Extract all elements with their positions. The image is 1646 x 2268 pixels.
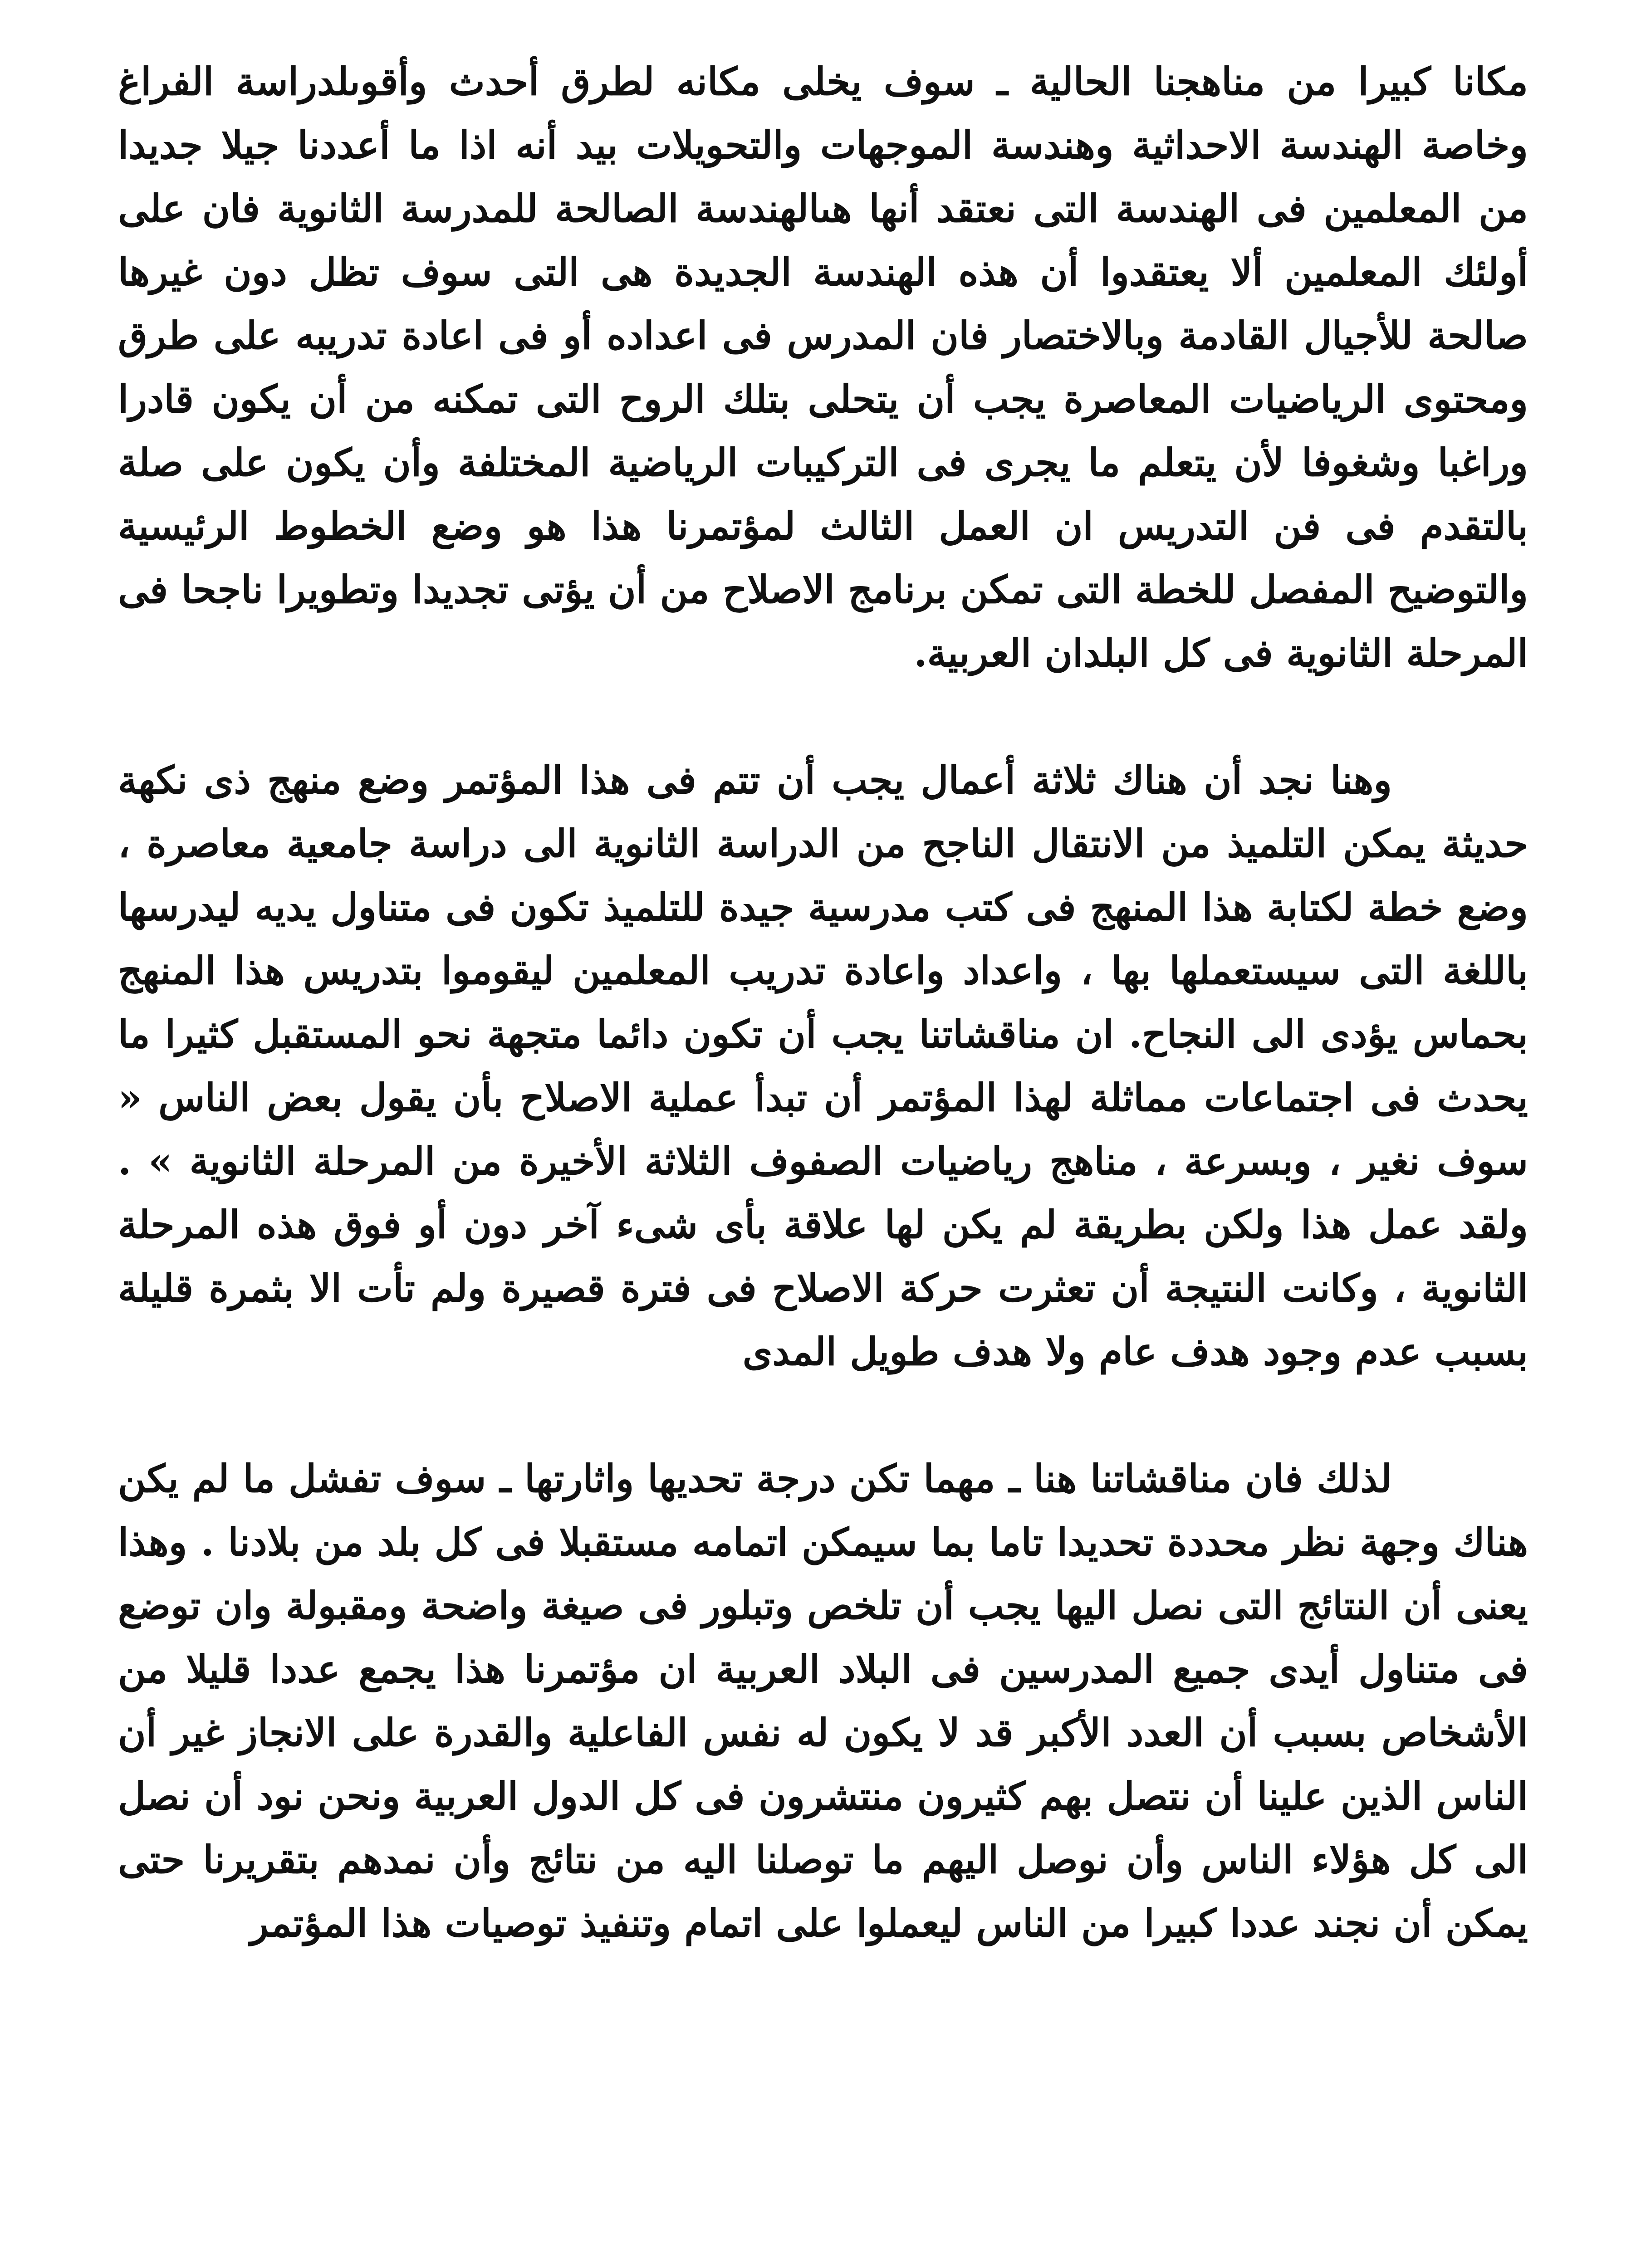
paragraph-3 [118, 1447, 1528, 1955]
paragraph-3-text: لذلك فان مناقشاتنا هنا ـ مهما تكن درجة تحديها واثارتها ـ سوف تفشل ما لم يكن هناك وجهة نظر محددة تحديدا تاما بما سيمكن اتمامه مستقبلا فى كل بلد من بلادنا . وهذا يعنى أن النتائج التى نصل اليها يجب أن تلخص وتبلور فى صيغة واضحة ومقبولة وان توضع فى متناول أيدى جميع المدرسين فى البلاد العربية ان مؤتمرنا هذا يجمع عددا قليلا من الأشخاص بسبب أن العدد الأكبر قد لا يكون له نفس الفاعلية والقدرة على الانجاز غير أن الناس الذين علينا أن نتصل بهم كثيرون منتشرون فى كل الدول العربية ونحن نود أن نصل الى كل هؤلاء الناس وأن نوصل اليهم ما توصلنا اليه من نتائج وأن نمدهم بتقريرنا حتى يمكن أن نجند عددا كبيرا من الناس ليعملوا على اتمام وتنفيذ توصيات هذا المؤتمر [118, 1456, 1528, 1945]
paragraph-2-text: وهنا نجد أن هناك ثلاثة أعمال يجب أن تتم فى هذا المؤتمر وضع منهج ذى نكهة حديثة يمكن التلميذ من الانتقال الناجح من الدراسة الثانوية الى دراسة جامعية معاصرة ، وضع خطة لكتابة هذا المنهج فى كتب مدرسية جيدة للتلميذ تكون فى متناول يديه ليدرسها باللغة التى سيستعملها بها ، واعداد واعادة تدريب المعلمين ليقوموا بتدريس هذا المنهج بحماس يؤدى الى النجاح. ان مناقشاتنا يجب أن تكون دائما متجهة نحو المستقبل كثيرا ما يحدث فى اجتماعات مماثلة لهذا المؤتمر أن تبدأ عملية الاصلاح بأن يقول بعض الناس « سوف نغير ، وبسرعة ، مناهج رياضيات الصفوف الثلاثة الأخيرة من المرحلة الثانوية » . ولقد عمل هذا ولكن بطريقة لم يكن لها علاقة بأى شىء آخر دون أو فوق هذه المرحلة الثانوية ، وكانت النتيجة أن تعثرت حركة الاصلاح فى فترة قصيرة ولم تأت الا بثمرة قليلة بسبب عدم وجود هدف عام ولا هدف طويل المدى [118, 758, 1528, 1374]
paragraph-1-text: مكانا كبيرا من مناهجنا الحالية ـ سوف يخلى مكانه لطرق أحدث وأقوىلدراسة الفراغ وخاصة الهندسة الاحداثية وهندسة الموجهات والتحويلات بيد أنه اذا ما أعددنا جيلا جديدا من المعلمين فى الهندسة التى نعتقد أنها هىالهندسة الصالحة للمدرسة الثانوية فان على أولئك المعلمين ألا يعتقدوا أن هذه الهندسة الجديدة هى التى سوف تظل دون غيرها صالحة للأجيال القادمة وبالاختصار فان المدرس فى اعداده أو فى اعادة تدريبه على طرق ومحتوى الرياضيات المعاصرة يجب أن يتحلى بتلك الروح التى تمكنه من أن يكون قادرا وراغبا وشغوفا لأن يتعلم ما يجرى فى التركيبات الرياضية المختلفة وأن يكون على صلة بالتقدم فى فن التدريس ان العمل الثالث لمؤتمرنا هذا هو وضع الخطوط الرئيسية والتوضيح المفصل للخطة التى تمكن برنامج الاصلاح من أن يؤتى تجديدا وتطويرا ناجحا فى المرحلة الثانوية فى كل البلدان العربية. [118, 59, 1528, 675]
paragraph-1 [118, 50, 1528, 685]
paragraph-2 [118, 748, 1528, 1383]
